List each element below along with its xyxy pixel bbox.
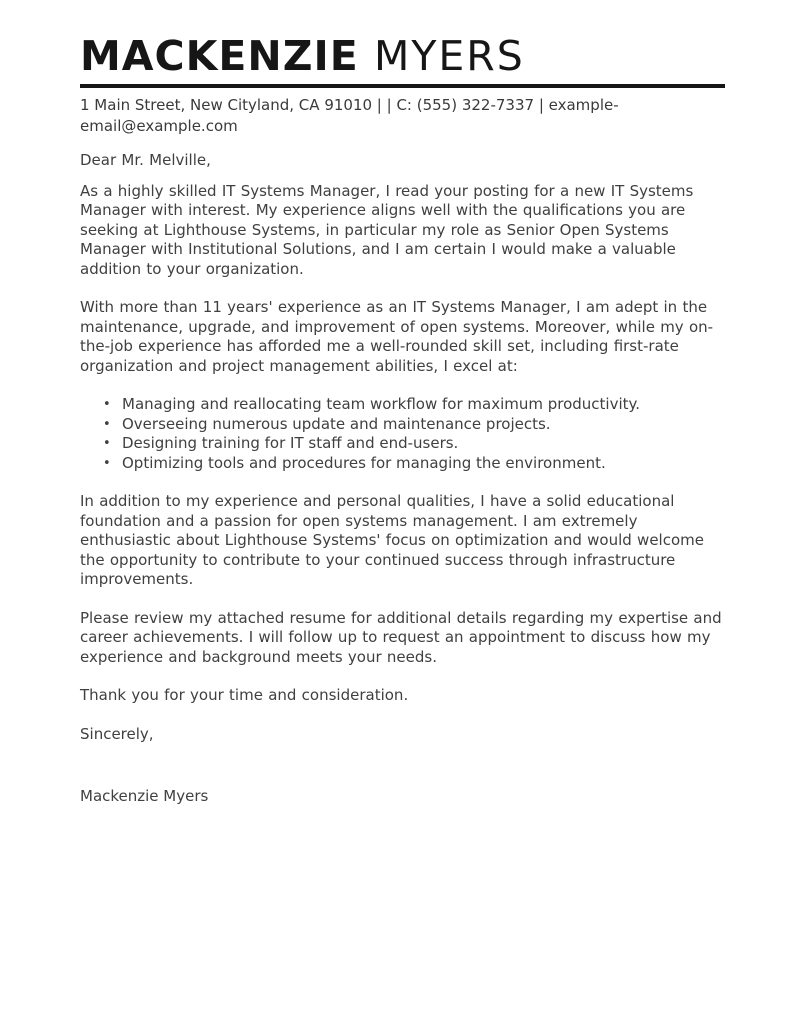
candidate-name (80, 34, 725, 79)
paragraph-followup: Please review my attached resume for additional details regarding my expertise and career achievements. I will follow up to request an appointment to discuss how my experience and background meets your needs. (80, 608, 722, 666)
paragraph-intro: As a highly skilled IT Systems Manager, I read your posting for a new IT Systems Manager with interest. My experience aligns well with the qualifications you are seeking at Lighthouse Systems, in particular my role as Senior Open Systems Manager with Institutional Solutions, and I am certain I would make a valuable addition to your organization. (80, 181, 694, 278)
candidate-last-name: MYERS (373, 32, 525, 80)
header-rule (80, 84, 725, 88)
salutation: Dear Mr. Melville, (80, 151, 211, 170)
bullet-icon: • (103, 416, 111, 432)
bullet-text: Managing and reallocating team workflow for maximum productivity. (122, 395, 641, 414)
list-item (80, 395, 725, 415)
contact-info (80, 95, 725, 137)
bullet-text: Optimizing tools and procedures for managing the environment. (122, 453, 606, 472)
bullet-text: Designing training for IT staff and end-users. (122, 434, 459, 453)
list-item (80, 415, 725, 435)
bullet-icon: • (103, 455, 111, 471)
contact-line-1: 1 Main Street, New Cityland, CA 91010 | | C: (555) 322-7337 | example- (80, 96, 619, 115)
letterhead (80, 34, 725, 137)
candidate-first-name: MACKENZIE (80, 32, 359, 80)
bullet-icon: • (103, 397, 111, 413)
letter-body (80, 151, 725, 807)
bullet-text: Overseeing numerous update and maintenance projects. (122, 414, 551, 433)
paragraph-education: In addition to my experience and personal qualities, I have a solid educational foundation and a passion for open systems management. I am extremely enthusiastic about Lighthouse Systems' focus on optimization and would welcome the opportunity to contribute to your continued success through infrastructure improvements. (80, 492, 704, 589)
valediction: Sincerely, (80, 724, 154, 743)
list-item (80, 454, 725, 474)
bullet-icon: • (103, 436, 111, 452)
contact-line-2: email@example.com (80, 117, 238, 136)
letter-content (80, 34, 725, 807)
paragraph-experience: With more than 11 years' experience as an IT Systems Manager, I am adept in the maintenance, upgrade, and improvement of open systems. Moreover, while my on-the-job experience has afforded me a well-rounded skill set, including first-rate organization and project management abilities, I excel at: (80, 298, 714, 375)
skills-bullet-list (80, 395, 725, 473)
list-item (80, 434, 725, 454)
thanks-line: Thank you for your time and consideration. (80, 686, 409, 705)
signature-name: Mackenzie Myers (80, 787, 209, 806)
